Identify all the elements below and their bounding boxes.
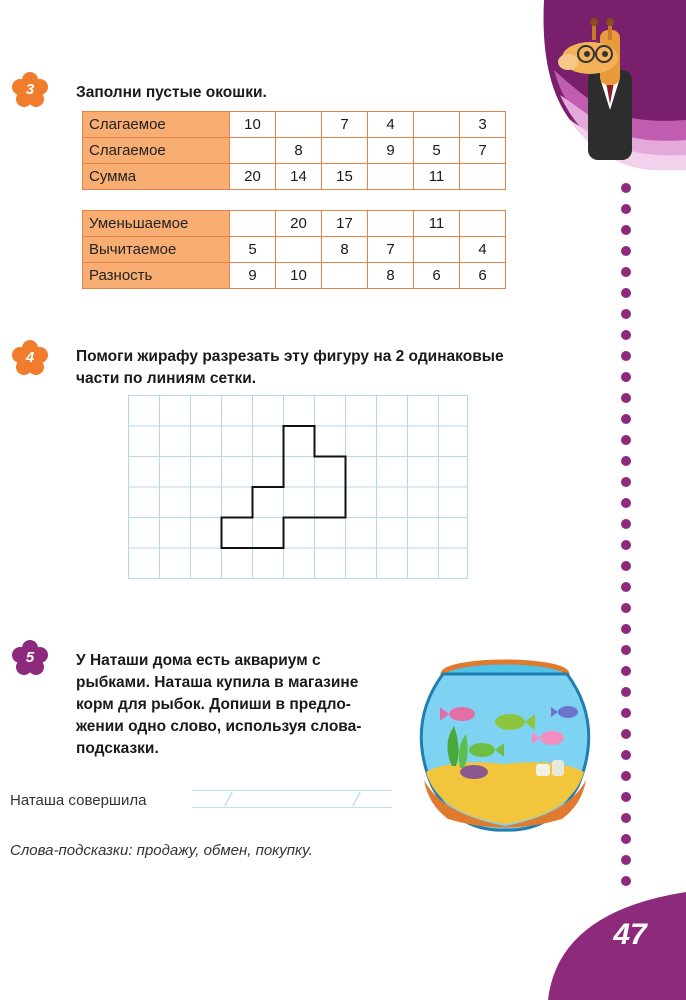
table-row: [83, 112, 506, 138]
table-cell: 7: [368, 237, 414, 263]
table-cell: 8: [368, 263, 414, 289]
table-cell: 5: [414, 138, 460, 164]
table-cell: 9: [230, 263, 276, 289]
table-cell: 6: [460, 263, 506, 289]
table-cell[interactable]: [322, 263, 368, 289]
table-cell: 20: [276, 211, 322, 237]
table-cell[interactable]: [230, 138, 276, 164]
task-5-badge: [12, 640, 48, 676]
table-cell: 17: [322, 211, 368, 237]
task-4-title-line2: части по линиям сетки.: [76, 370, 257, 387]
table-cell[interactable]: [368, 164, 414, 190]
table-cell[interactable]: [368, 211, 414, 237]
task-3-number: 3: [25, 81, 35, 98]
row-label: Вычитаемое: [83, 237, 230, 263]
aquarium-illustration: [412, 654, 598, 832]
table-row: [83, 237, 506, 263]
cutting-grid: [128, 395, 468, 579]
task-5-text-line: У Наташи дома есть аквариум с: [76, 652, 321, 669]
table-cell[interactable]: [230, 211, 276, 237]
subtraction-table: [82, 210, 506, 289]
table-cell: 7: [322, 112, 368, 138]
table-cell: 15: [322, 164, 368, 190]
table-cell: 9: [368, 138, 414, 164]
table-cell: 8: [276, 138, 322, 164]
task-5-number: 5: [25, 649, 35, 666]
row-label: Разность: [83, 263, 230, 289]
table-cell: 10: [230, 112, 276, 138]
table-cell[interactable]: [414, 237, 460, 263]
table-cell[interactable]: [276, 112, 322, 138]
row-label: Сумма: [83, 164, 230, 190]
row-label: Слагаемое: [83, 138, 230, 164]
table-cell: 4: [368, 112, 414, 138]
table-cell: 4: [460, 237, 506, 263]
row-label: Слагаемое: [83, 112, 230, 138]
table-cell: 10: [276, 263, 322, 289]
task-5-text-line: подсказки.: [76, 740, 159, 757]
hint-words: Слова-подсказки: продажу, обмен, покупку.: [10, 842, 313, 859]
task-5-text-line: жении одно слово, используя слова-: [76, 718, 362, 735]
table-cell[interactable]: [460, 164, 506, 190]
table-row: [83, 164, 506, 190]
page-number: 47: [613, 918, 647, 951]
table-cell[interactable]: [414, 112, 460, 138]
task-5-text-line: рыбками. Наташа купила в магазине: [76, 674, 359, 691]
sentence-start: Наташа совершила: [10, 792, 147, 809]
table-cell: 8: [322, 237, 368, 263]
table-cell: 3: [460, 112, 506, 138]
table-cell: 20: [230, 164, 276, 190]
task-4-badge: [12, 340, 48, 376]
table-row: [83, 263, 506, 289]
table-cell: 11: [414, 164, 460, 190]
table-cell[interactable]: [322, 138, 368, 164]
table-row: [83, 211, 506, 237]
row-label: Уменьшаемое: [83, 211, 230, 237]
table-cell: 5: [230, 237, 276, 263]
table-cell: 7: [460, 138, 506, 164]
task-4-number: 4: [25, 349, 35, 366]
task-4-title-line1: Помоги жирафу разрезать эту фигуру на 2 одинаковые: [76, 348, 504, 365]
table-cell: 6: [414, 263, 460, 289]
task-5-text-line: корм для рыбок. Допиши в предло-: [76, 696, 351, 713]
task-3-title: Заполни пустые окошки.: [76, 84, 267, 101]
addition-table: [82, 111, 506, 190]
table-cell: 11: [414, 211, 460, 237]
task-3-badge: [12, 72, 48, 108]
table-cell: 14: [276, 164, 322, 190]
giraffe-corner-illustration: [530, 0, 686, 170]
table-cell[interactable]: [460, 211, 506, 237]
table-cell[interactable]: [276, 237, 322, 263]
table-row: [83, 138, 506, 164]
